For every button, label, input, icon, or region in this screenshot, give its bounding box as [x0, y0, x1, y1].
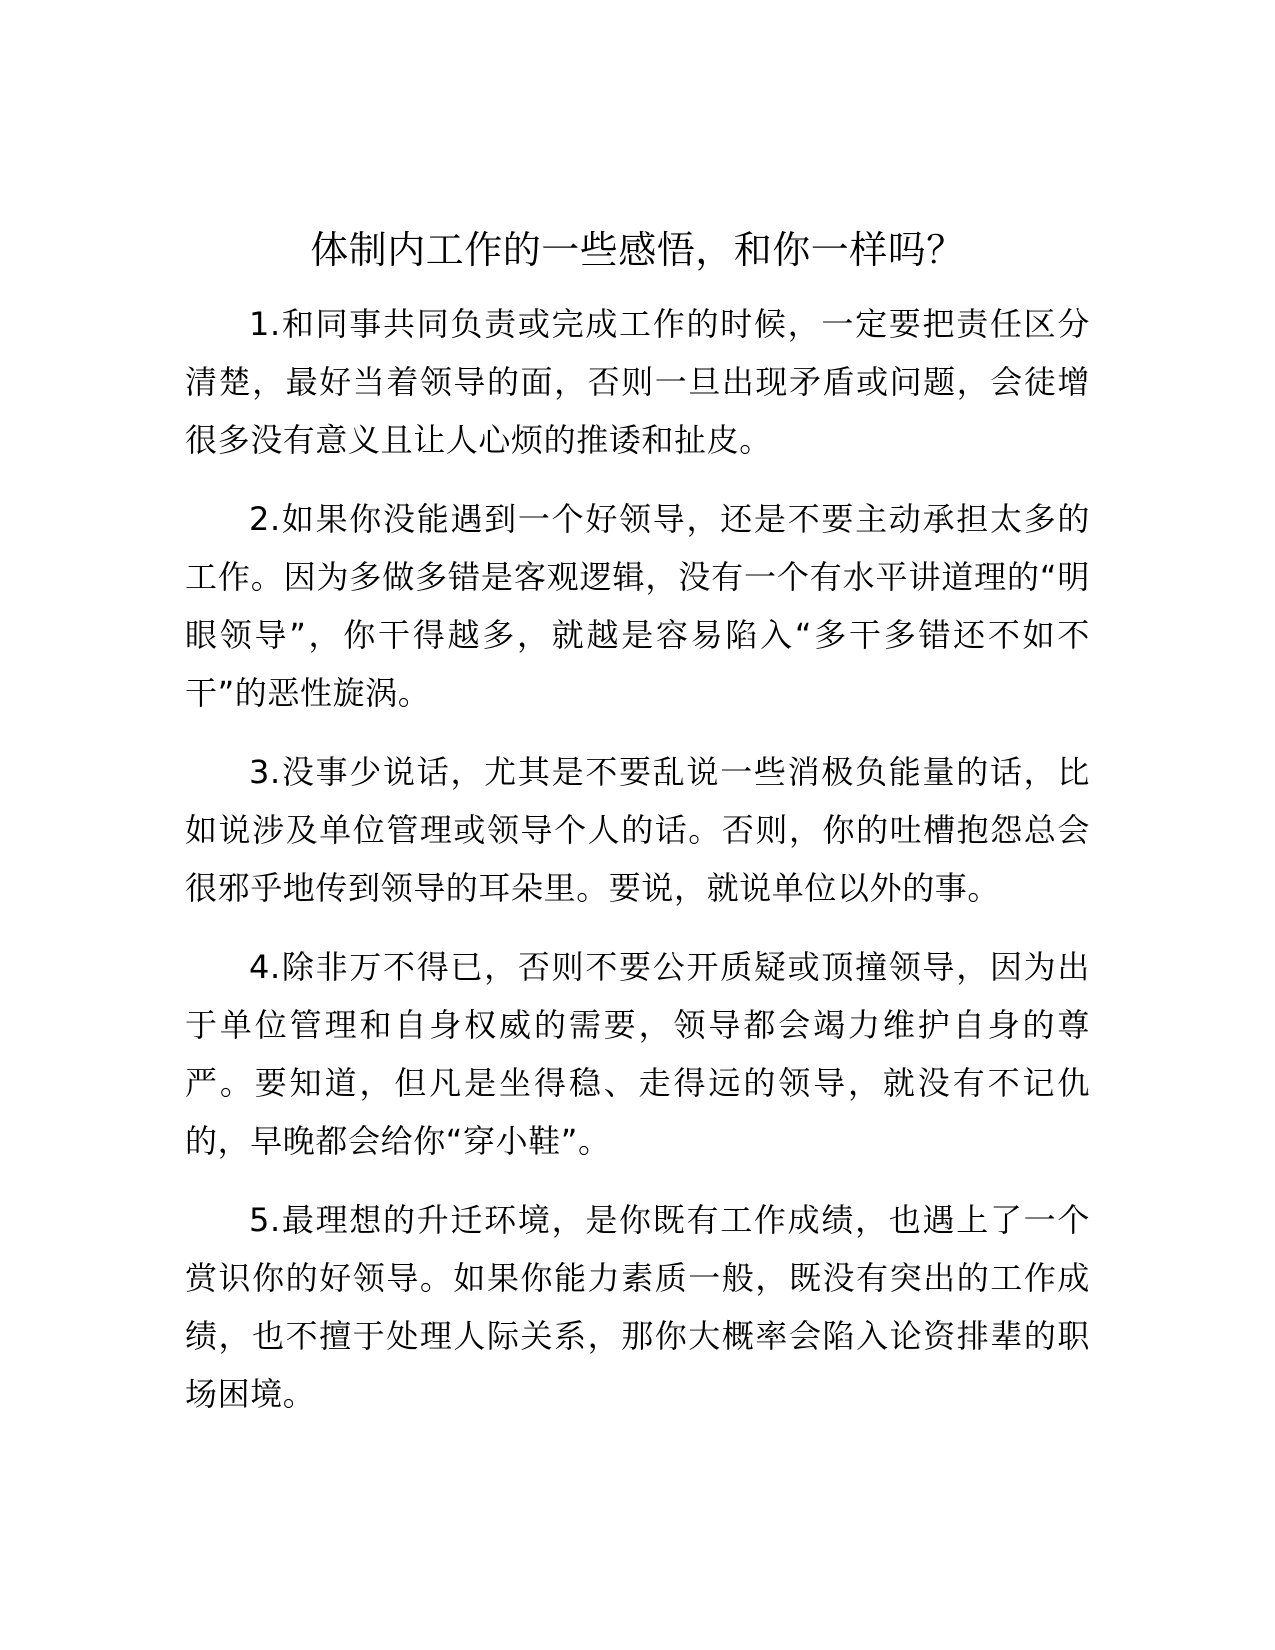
- paragraph-2: 2.如果你没能遇到一个好领导，还是不要主动承担太多的工作。因为多做多错是客观逻辑，没有一个有水平讲道理的“明眼领导”，你干得越多，就越是容易陷入“多干多错还不如不干”的恶性旋涡。: [185, 500, 1090, 712]
- paragraph-4: 4.除非万不得已，否则不要公开质疑或顶撞领导，因为出于单位管理和自身权威的需要，领导都会竭力维护自身的尊严。要知道，但凡是坐得稳、走得远的领导，就没有不记仇的，早晚都会给你“穿小鞋”。: [185, 948, 1090, 1160]
- document-title: 体制内工作的一些感悟，和你一样吗？: [310, 228, 965, 272]
- paragraph-5: 5.最理想的升迁环境，是你既有工作成绩，也遇上了一个赏识你的好领导。如果你能力素质一般，既没有突出的工作成绩，也不擅于处理人际关系，那你大概率会陷入论资排辈的职场困境。: [185, 1201, 1090, 1413]
- paragraph-3: 3.没事少说话，尤其是不要乱说一些消极负能量的话，比如说涉及单位管理或领导个人的话。否则，你的吐槽抱怨总会很邪乎地传到领导的耳朵里。要说，就说单位以外的事。: [185, 753, 1090, 907]
- document-page: [185, 222, 1090, 1444]
- paragraph-1: 1.和同事共同负责或完成工作的时候，一定要把责任区分清楚，最好当着领导的面，否则一旦出现矛盾或问题，会徒增很多没有意义且让人心烦的推诿和扯皮。: [185, 305, 1090, 459]
